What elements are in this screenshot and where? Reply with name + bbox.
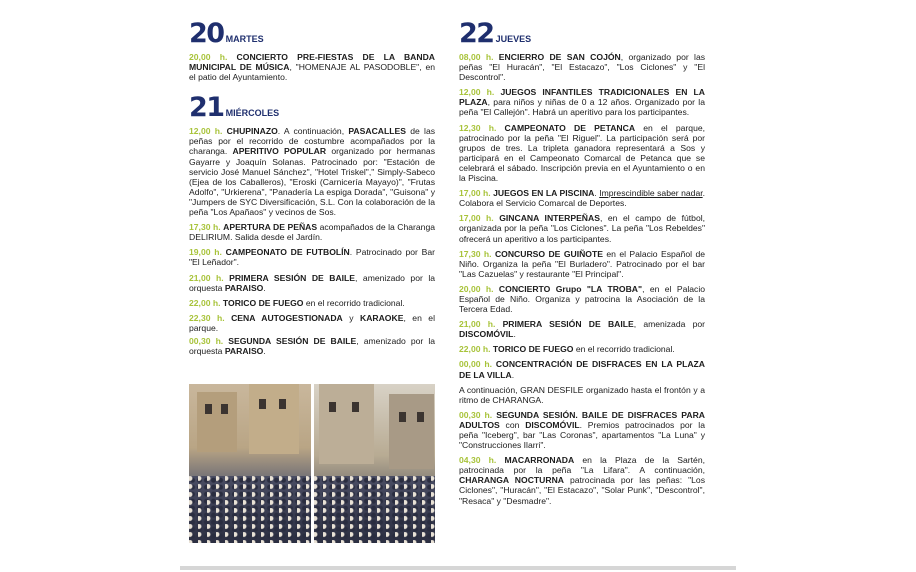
event-item	[189, 222, 435, 242]
event-item	[459, 344, 705, 354]
event-text: , en el campo de fútbol, organizada por la peña "Los Ciclones". La peña "Los Rebeldes" ofrecerá un aperitivo a los participantes.	[459, 213, 706, 244]
event-time: 12,00 h.	[459, 87, 495, 98]
window-shape	[279, 399, 286, 409]
day-number: 20	[189, 18, 224, 49]
event-title: JUEGOS EN LA PISCINA	[493, 188, 595, 199]
crowd-shape	[189, 476, 311, 543]
event-text: , amenizado por la orquesta	[189, 335, 436, 357]
event-text: acompañados de la Charanga DELIRIUM. Salida desde el Jardín.	[189, 222, 436, 243]
event-text: en el recorrido tradicional.	[303, 297, 405, 308]
event-item	[189, 336, 435, 356]
event-time: 17,30 h.	[459, 248, 492, 259]
event-time: 19,00 h.	[189, 247, 222, 258]
event-title: TORICO DE FUEGO	[222, 297, 304, 308]
event-text: .	[513, 329, 516, 340]
event-item	[189, 298, 435, 308]
event-item	[459, 359, 705, 379]
event-text: .	[263, 346, 266, 357]
day-name: MIÉRCOLES	[225, 108, 280, 119]
event-title: CHUPINAZO	[226, 126, 278, 137]
event-item	[459, 410, 705, 450]
day-name: MARTES	[225, 34, 264, 44]
event-item	[189, 313, 435, 333]
event-time: 04,30 h.	[459, 455, 497, 466]
event-title: PARAISO	[224, 282, 264, 293]
event-title: CHARANGA NOCTURNA	[459, 475, 564, 486]
event-item	[459, 249, 705, 279]
event-text: , para niños y niñas de 0 a 12 años. Organizado por la peña "El Callejón". Habrá un aperitivo para los participantes.	[459, 97, 705, 118]
day-header-22	[459, 20, 705, 48]
event-item	[459, 455, 705, 505]
event-title: CAMPEONATO DE PETANCA	[504, 122, 636, 133]
event-time: 21,00 h.	[189, 272, 224, 283]
event-text: con	[499, 419, 526, 430]
event-text: . A continuación,	[277, 126, 349, 137]
window-shape	[329, 402, 336, 412]
building-shape	[319, 384, 374, 464]
event-item	[189, 273, 435, 293]
event-text: , "HOMENAJE AL PASODOBLE", en el patio del Ayuntamiento.	[189, 62, 436, 83]
event-time: 08,00 h.	[459, 52, 494, 62]
event-title: SEGUNDA SESIÓN DE BAILE	[228, 335, 357, 346]
event-title: DISCOMÓVIL	[525, 419, 580, 430]
photo-strip	[189, 384, 435, 543]
event-text: , en el parque.	[189, 312, 435, 333]
event-title: APERITIVO POPULAR	[232, 146, 327, 157]
event-text: de las peñas por el recorrido de costumbre acompañados por la charanga.	[189, 126, 436, 157]
event-text: en la Plaza de la Sartén, patrocinada por la peña "La Lifara". A continuación,	[459, 455, 706, 476]
day-number: 22	[459, 18, 494, 49]
event-note: Imprescindible saber nadar	[599, 188, 703, 199]
event-item	[459, 385, 705, 405]
event-item	[459, 123, 705, 184]
event-time: 20,00 h.	[459, 283, 494, 294]
event-text: . Patrocinado por Bar "El Leñador".	[189, 247, 435, 268]
window-shape	[205, 404, 212, 414]
event-text: A continuación, GRAN DESFILE organizado hasta el frontón y a ritmo de CHARANGA.	[459, 384, 705, 405]
event-time: 22,30 h.	[189, 312, 225, 323]
event-text: organizado por hermanas Gayarre y Joaquín Solanas. Patrocinado por: "Estación de servicio José Manuel Sánchez", "Hotel Triskel"," Simply-Sabeco (Ejea de los Caballeros), "Eroski (Carnicería Mayayo)", "Frutas Adolfo", "Urkierena", "Panadería La espiga Dorada", "Guisona" y "Jumpers de SYC Diversificación, S.L. Con la colaboración de la peña "Los Apañaos" y vecinos de Sos.	[189, 146, 435, 218]
event-title: CONCURSO DE GUIÑOTE	[494, 248, 603, 259]
event-item	[459, 284, 705, 314]
right-column	[459, 20, 705, 511]
event-time: 17,00 h.	[459, 213, 494, 224]
event-title: PRIMERA SESIÓN DE BAILE	[502, 319, 634, 330]
event-text: en el parque, patrocinado por la peña "El Riguel". La participación será por grupos de tres. La tripleta ganadora representará a Sos y participará en el Campeonato Comarcal de Petanca que se celebrará el sábado. Inscripción previa en el Ayuntamiento o en la Piscina.	[459, 122, 706, 184]
event-title: PRIMERA SESIÓN DE BAILE	[229, 272, 356, 283]
event-title: GINCANA INTERPEÑAS	[499, 213, 600, 224]
page-bottom-rule	[180, 566, 736, 570]
event-time: 12,30 h.	[459, 122, 497, 133]
event-time: 00,00 h.	[459, 359, 493, 370]
event-title: MACARRONADA	[504, 455, 575, 466]
event-text: patrocinada por las peñas: "Los Ciclones", "Huracán", "El Estacazo", "Solar Punk", "Descontrol", "Resaca" y "Desmadre".	[459, 475, 705, 506]
event-time: 17,30 h.	[189, 222, 221, 233]
event-title: PARAISO	[224, 346, 264, 357]
day-name: JUEVES	[495, 34, 532, 44]
event-title: TORICO DE FUEGO	[492, 344, 574, 355]
crowd-shape	[314, 476, 436, 543]
event-title: CONCIERTO Grupo "LA TROBA"	[498, 283, 643, 294]
event-text: .	[511, 369, 515, 380]
event-text: , amenizada por	[633, 319, 706, 330]
window-shape	[259, 399, 266, 409]
event-item	[189, 52, 435, 82]
event-title: ENCIERRO DE SAN COJÓN	[498, 52, 621, 62]
event-title: DISCOMÓVIL	[459, 329, 514, 340]
event-item	[459, 52, 705, 82]
event-title: SEGUNDA SESIÓN. BAILE DE DISFRACES PARA ADULTOS	[459, 409, 706, 430]
event-text: , organizado por las peñas "El Huracán", "El Estacazo", "Los Ciclones" y "El Descontrol".	[459, 52, 706, 83]
event-text: .	[594, 188, 600, 199]
event-time: 22,00 h.	[459, 344, 491, 355]
event-title: CONCIERTO PRE-FIESTAS DE LA BANDA MUNICIPAL DE MÚSICA	[189, 52, 436, 73]
day-header-20	[189, 20, 435, 48]
event-time: 00,30 h.	[459, 409, 493, 420]
street-crowd-photo	[314, 384, 436, 543]
event-item	[459, 188, 705, 208]
event-item	[459, 213, 705, 243]
window-shape	[221, 404, 228, 414]
event-text: , en el Palacio Español de Niño. Organiza y patrocina la Asociación de la Tercera Edad.	[459, 283, 706, 315]
window-shape	[399, 412, 406, 422]
event-title: PASACALLES	[348, 126, 406, 137]
window-shape	[417, 412, 424, 422]
event-item	[459, 319, 705, 339]
event-time: 00,30 h.	[189, 335, 224, 346]
event-text: en el recorrido tradicional.	[573, 344, 675, 355]
building-shape	[249, 384, 299, 454]
event-title: CONCENTRACIÓN DE DISFRACES EN LA PLAZA DE LA VILLA	[459, 359, 706, 380]
event-item	[459, 87, 705, 117]
event-text: y	[342, 312, 360, 323]
festival-crowd-photo	[189, 384, 311, 543]
event-item	[189, 126, 435, 217]
event-text: , amenizado por la orquesta	[189, 272, 436, 293]
event-text: . Colabora el Servicio Comarcal de Deportes.	[459, 188, 706, 209]
event-item	[189, 247, 435, 267]
event-text: . Premios patrocinados por la peña "Iceberg", bar "Las Coronas", apartamentos "La Luna" y "Construcciones Ilarri".	[459, 419, 705, 451]
event-title: CENA AUTOGESTIONADA	[231, 312, 343, 323]
event-time: 17,00 h.	[459, 188, 491, 199]
day-number: 21	[189, 92, 224, 124]
building-shape	[197, 392, 237, 452]
event-time: 12,00 h.	[189, 126, 223, 137]
building-shape	[389, 394, 434, 469]
event-title: APERTURA DE PEÑAS	[223, 222, 318, 233]
left-column	[189, 20, 435, 361]
event-text: en el Palacio Español de Niño. Organiza la peña "El Burladero". Patrocinado por el bar "Las Cazuelas" y restaurante "El Principal".	[459, 248, 705, 279]
event-title: JUEGOS INFANTILES TRADICIONALES EN LA PLAZA	[459, 87, 706, 108]
event-time: 21,00 h.	[459, 319, 496, 330]
event-title: CAMPEONATO DE FUTBOLÍN	[225, 247, 350, 258]
event-text: .	[263, 282, 266, 293]
day-header-21	[189, 94, 435, 122]
event-time: 20,00 h.	[189, 52, 228, 62]
event-time: 22,00 h.	[189, 297, 221, 308]
window-shape	[352, 402, 359, 412]
event-title: KARAOKE	[359, 312, 404, 323]
